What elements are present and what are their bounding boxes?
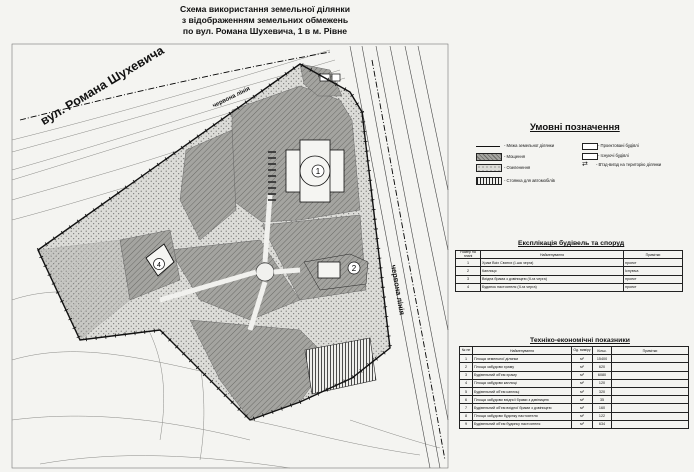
table-cell: м²	[572, 379, 593, 387]
table-cell: 8	[460, 412, 473, 420]
table-cell: Будинок настоятеля (ІІ-га черга)	[481, 283, 624, 291]
table-cell: 3	[460, 371, 473, 379]
chapel-building	[318, 262, 340, 278]
table-row	[460, 355, 689, 363]
legend-projected-swatch	[582, 143, 598, 150]
table-cell: проект	[624, 283, 683, 291]
table-cell: м³	[572, 404, 593, 412]
table-cell	[612, 371, 689, 379]
tech-table	[459, 346, 689, 429]
table-cell: м²	[572, 355, 593, 363]
table-cell: 2	[460, 363, 473, 371]
table-cell	[612, 355, 689, 363]
table-cell: 4	[456, 283, 481, 291]
table-cell: м³	[572, 371, 593, 379]
table-cell	[612, 412, 689, 420]
red-line-top-label: червона лінія	[212, 86, 252, 110]
table-cell: Будівельний об'єм каплиці	[473, 387, 572, 395]
street-label: вул. Романа Шухевича	[38, 43, 167, 129]
table-cell: проект	[624, 259, 683, 267]
red-line-right-label: червона лінія	[389, 264, 407, 316]
explication-title: Експлікація будівель та споруд	[518, 240, 625, 247]
table-header: Примітки	[624, 251, 683, 259]
table-cell: Будівельний об'єм вхідної брами з дзвіницею	[473, 404, 572, 412]
table-cell: 120	[593, 379, 612, 387]
table-cell	[612, 379, 689, 387]
table-header: Найменування	[473, 347, 572, 355]
table-cell: Будівельний об'єм будинку настоятеля	[473, 420, 572, 428]
table-cell: м²	[572, 363, 593, 371]
table-cell: Площа земельної ділянки	[473, 355, 572, 363]
legend-greening-swatch	[476, 164, 502, 172]
table-header: Найменування	[481, 251, 624, 259]
table-cell: м²	[572, 396, 593, 404]
table-cell: Площа забудови храму	[473, 363, 572, 371]
table-cell: Площа забудови будинку настоятеля	[473, 412, 572, 420]
explication-header-row	[456, 251, 683, 259]
table-cell: 634	[593, 420, 612, 428]
table-cell: 122	[593, 412, 612, 420]
legend-paving-label: - Мощення	[504, 154, 526, 159]
table-cell	[612, 396, 689, 404]
table-row	[460, 387, 689, 395]
table-header: Од. виміру	[572, 347, 593, 355]
building-number-1: 1	[315, 167, 321, 176]
legend-existing-label: - Існуючі будівлі	[598, 153, 629, 158]
table-cell: 9	[460, 420, 473, 428]
title-line-1: Схема використання земельної ділянки	[180, 4, 350, 14]
table-cell: 160	[593, 404, 612, 412]
title-line-2: з відображенням земельних обмежень	[181, 15, 349, 25]
table-cell	[612, 404, 689, 412]
legend-boundary-swatch	[476, 146, 500, 147]
table-cell: 320	[593, 387, 612, 395]
table-cell: Храм Всіх Святих (І-ша черга)	[481, 259, 624, 267]
table-row	[460, 363, 689, 371]
table-row	[460, 396, 689, 404]
table-cell: проект	[624, 275, 683, 283]
table-cell: Вхідна брама з дзвіницею (ІІ-га черга)	[481, 275, 624, 283]
title-line-3: по вул. Романа Шухевича, 1 в м. Рівне	[182, 26, 348, 36]
table-header: Номер на плані	[456, 251, 481, 259]
legend-boundary-label: - Межа земельної ділянки	[504, 143, 555, 148]
table-cell: м²	[572, 412, 593, 420]
table-cell: Площа забудови каплиці	[473, 379, 572, 387]
table-row	[460, 379, 689, 387]
legend-greening-label: - Озеленення	[504, 165, 531, 170]
table-cell: 35	[593, 396, 612, 404]
table-cell: Існуюча	[624, 267, 683, 275]
table-cell: м³	[572, 420, 593, 428]
table-row	[460, 404, 689, 412]
tech-title: Техніко-економічні показники	[530, 337, 630, 344]
table-cell: Площа забудови вхідної брами з дзвіницею	[473, 396, 572, 404]
building-number-4: 4	[157, 262, 161, 269]
table-cell	[612, 387, 689, 395]
table-cell: 4	[460, 379, 473, 387]
table-cell: Будівельний об'єм храму	[473, 371, 572, 379]
legend-projected-label: - Проектовані будівлі	[598, 143, 639, 148]
table-cell: 620	[593, 363, 612, 371]
table-cell: 2	[456, 267, 481, 275]
table-cell	[612, 363, 689, 371]
entrance-arrow-icon: ⇄	[582, 161, 588, 168]
red-line-right	[372, 60, 445, 460]
table-cell: 1	[456, 259, 481, 267]
table-cell: Каплиця	[481, 267, 624, 275]
table-cell: 1	[460, 355, 473, 363]
explication-table	[455, 250, 683, 292]
plaza-circle	[256, 263, 274, 281]
table-cell: 7	[460, 404, 473, 412]
table-header: № пп	[460, 347, 473, 355]
table-row	[456, 259, 683, 267]
table-row	[460, 412, 689, 420]
table-cell: 3	[456, 275, 481, 283]
legend-parking-swatch	[476, 177, 502, 185]
tech-header-row	[460, 347, 689, 355]
table-cell: 5	[460, 387, 473, 395]
table-row	[460, 420, 689, 428]
table-cell: 6	[460, 396, 473, 404]
table-row	[460, 371, 689, 379]
table-cell: м³	[572, 387, 593, 395]
table-header: Примітки	[612, 347, 689, 355]
legend-parking-label: - Стоянка для автомобілів	[504, 178, 555, 183]
table-row	[456, 275, 683, 283]
table-header: Кільк.	[593, 347, 612, 355]
table-row	[456, 283, 683, 291]
legend-entrance-label: - В'їзд-виїзд на територію ділянки	[596, 162, 662, 167]
table-cell: 15400	[593, 355, 612, 363]
building-number-2: 2	[351, 264, 357, 273]
legend-paving-swatch	[476, 153, 502, 161]
legend-title: Умовні позначення	[530, 122, 620, 133]
table-row	[456, 267, 683, 275]
table-cell	[612, 420, 689, 428]
table-cell: 6080	[593, 371, 612, 379]
existing-structure	[332, 74, 340, 81]
legend-existing-swatch	[582, 153, 598, 160]
